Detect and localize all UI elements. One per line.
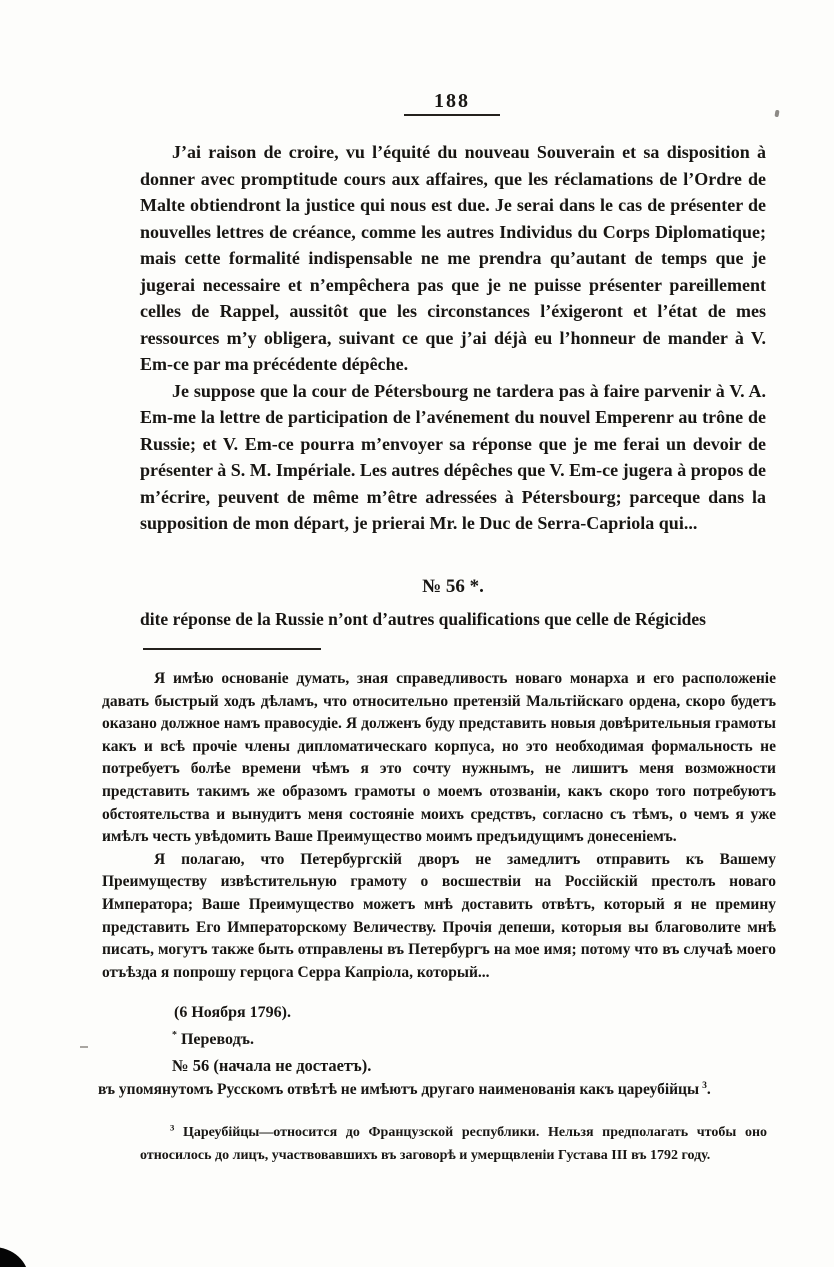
- footnote-paragraph: [140, 1121, 767, 1167]
- footnote-text: Цареубійцы—относится до Французской республики. Нельзя предполагать чтобы оно относилось до лицъ, участвовавшихъ въ заговорѣ и умерщвленіи Густава III въ 1792 году.: [140, 1125, 768, 1163]
- document-number-heading: № 56 *.: [422, 576, 484, 597]
- translation-note-line: [172, 1031, 254, 1049]
- russian-paragraph-2: Я полагаю, что Петербургскій дворъ не замедлитъ отправить къ Вашему Преимуществу извѣстительную грамоту о восшествіи на Россійскій престолъ новаго Императора; Ваше Преимущество можетъ мнѣ доставить отвѣтъ, который я не премину представить Его Императорскому Величеству. Прочія депеши, которыя вы благоволите мнѣ писать, могутъ также быть отправлены въ Петербургъ на мое имя; потому что въ случаѣ моего отъѣзда я попрошу герцога Серра Капріола, который...: [102, 850, 776, 981]
- russian-number-line: № 56 (начала не достаетъ).: [172, 1056, 372, 1075]
- french-continuation-line: dite réponse de la Russie n’ont d’autres qualifications que celle de Régicides: [140, 609, 706, 629]
- russian-paragraph-1: Я имѣю основаніе думать, зная справедливость новаго монарха и его расположеніе давать быстрый ходъ дѣламъ, что относительно претензій Мальтійскаго ордена, скоро будетъ оказано должное намъ правосудіе. Я долженъ буду представить новыя довѣрительныя грамоты какъ и всѣ прочіе члены дипломатическаго корпуса, но это необходимая формальность не потребуетъ болѣе времени чѣмъ я это сочту нужнымъ, не лишитъ меня возможности представить такимъ же образомъ грамоты о моемъ отозваніи, какъ скоро того потребуютъ обстоятельства и вынудитъ меня состояніе моихъ средствъ, согласно съ тѣмъ, о чемъ я уже имѣлъ честь увѣдомить Ваше Преимущество моимъ предъидущимъ донесеніемъ.: [102, 670, 776, 846]
- russian-continuation-text: въ упомянутомъ Русскомъ отвѣтѣ не имѣютъ другаго наименованія какъ цареубійцы: [98, 1081, 700, 1098]
- date-line: (6 Ноября 1796).: [174, 1004, 292, 1021]
- footnote-separator-rule: [143, 648, 321, 650]
- footnote-marker-superscript: 3: [170, 1122, 175, 1133]
- translation-note-label: Переводъ.: [180, 1031, 254, 1048]
- scan-dash-artifact: [80, 1046, 88, 1048]
- footnote-reference-superscript: 3: [702, 1079, 707, 1091]
- russian-continuation-period: .: [706, 1081, 711, 1098]
- russian-continuation-line: [98, 1081, 711, 1099]
- french-paragraph-2: Je suppose que la cour de Pétersbourg ne tardera pas à faire parvenir à V. A. Em-me la lettre de participation de l’avénement du nouvel Emperenr au trône de Russie; et V. Em-ce pourra m’envoyer sa réponse que je me ferai un devoir de présenter à S. M. Impériale. Les autres dépêches que V. Em-ce jugera à propos de m’écrire, peuvent de même m’être adressées à Pétersbourg; parceque dans la supposition de mon départ, je prierai Mr. le Duc de Serra-Capriola qui...: [140, 380, 766, 533]
- page-number: 188: [434, 90, 470, 112]
- french-letter-body: [140, 139, 766, 537]
- page-number-underline: [404, 114, 500, 116]
- russian-translation-body: [102, 668, 776, 984]
- translation-asterisk-marker: *: [172, 1029, 177, 1041]
- scan-speck-artifact: [774, 110, 779, 118]
- french-paragraph-1: J’ai raison de croire, vu l’équité du nouveau Souverain et sa disposition à donner avec promptitude cours aux affaires, que les réclamations de l’Ordre de Malte obtiendront la justice qui nous est due. Je serai dans le cas de présenter de nouvelles lettres de créance, comme les autres Individus du Corps Diplomatique; mais cette formalité indispensable ne me prendra qu’autant de temps que je jugerai necessaire et n’empêchera pas que je ne puisse présenter pareillement celles de Rappel, aussitôt que les circonstances l’éxigeront et l’état de mes ressources m’y obligera, suivant ce que j’ai déjà eu l’honneur de mander à V. Em-ce par ma précédente dépêche.: [140, 142, 766, 374]
- ink-blot-artifact: [0, 1247, 29, 1267]
- bottom-footnote: [140, 1121, 767, 1167]
- page-header: [404, 90, 500, 116]
